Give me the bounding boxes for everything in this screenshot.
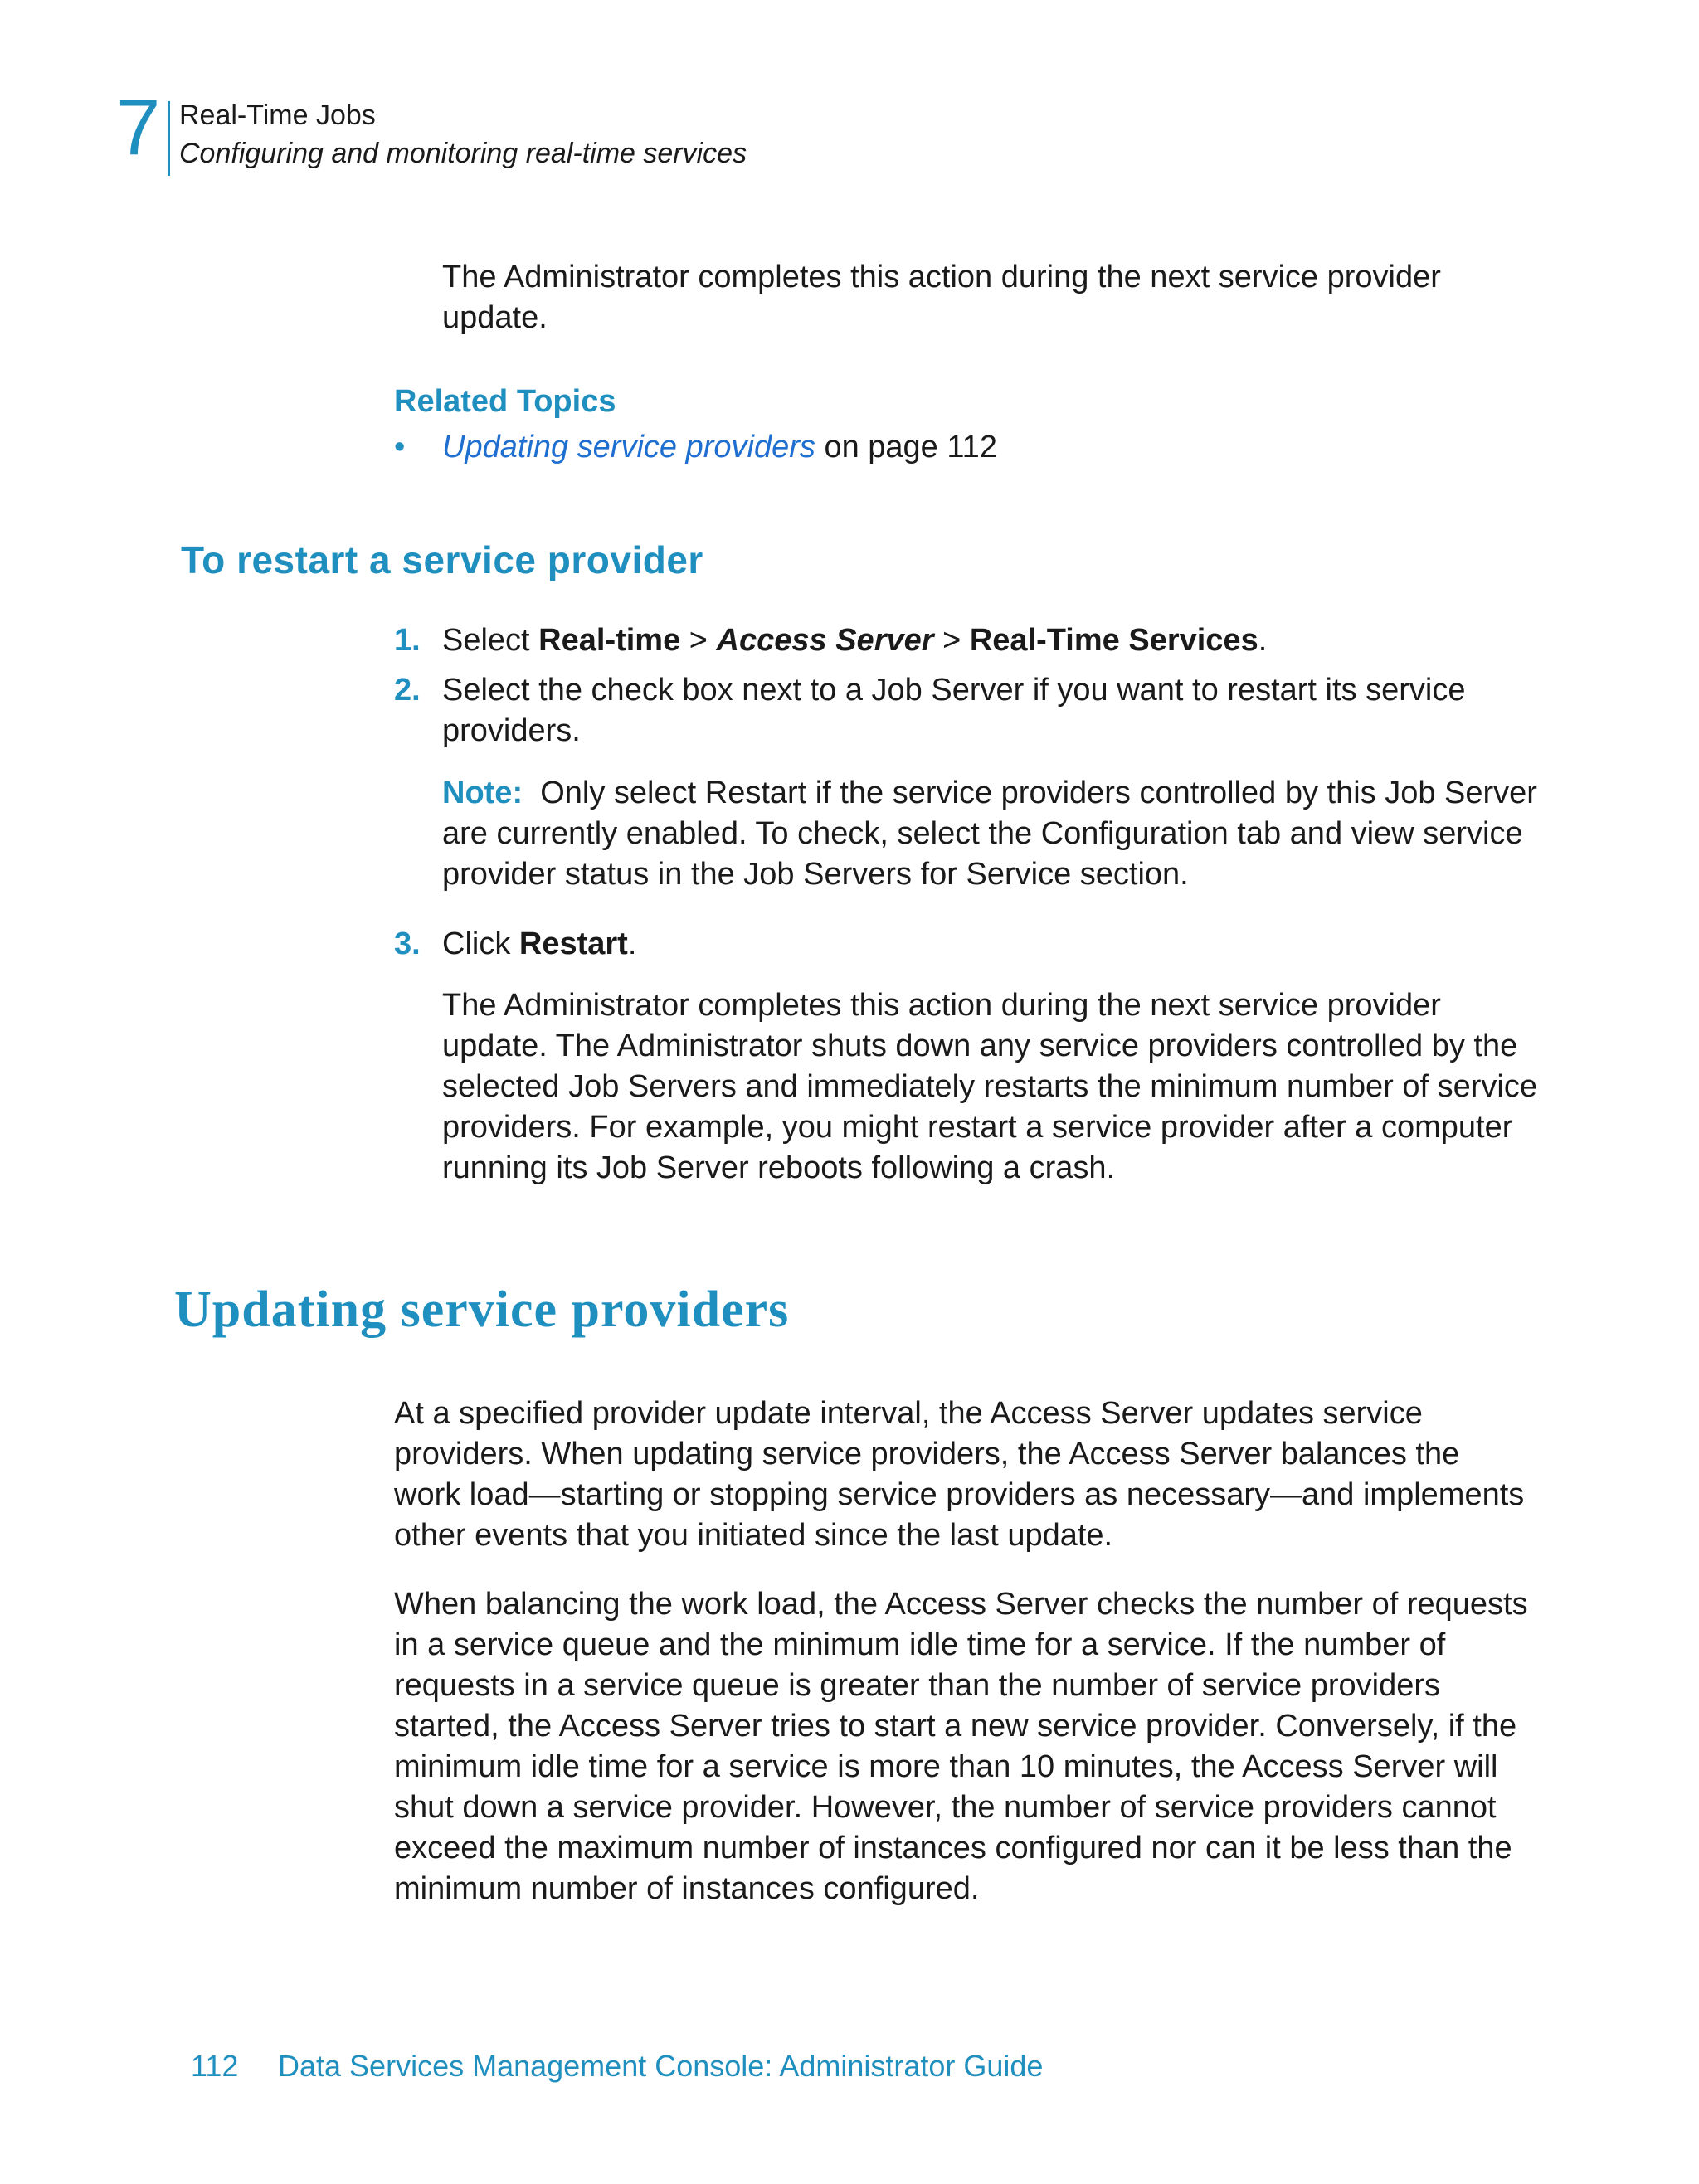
note-text: Only select Restart if the service providers controlled by this Job Server are currently enabled. To check, select the Configuration tab and view service provider status in the Job Servers for Service section. [442,776,1537,892]
restart-result-paragraph: The Administrator completes this action during the next service provider update. The Administrator shuts down any service providers controlled by the selected Job Servers and immediately restarts the minimum number of service providers. For example, you might restart a service provider after a computer running its Job Server reboots following a crash. [442,988,1537,1185]
updating-heading: Updating service providers [174,1282,790,1338]
book-title: Data Services Management Console: Administrator Guide [278,2049,1044,2083]
related-topics-title: Related Topics [394,384,616,419]
header-divider [168,101,170,176]
restart-heading: To restart a service provider [181,538,703,581]
related-topic-page-ref: on page 112 [815,430,997,465]
section-title: Configuring and monitoring real-time services [179,138,747,169]
related-topic-link[interactable]: Updating service providers [442,430,815,465]
updating-paragraph-1: At a specified provider update interval, the Access Server updates service providers. When updating service providers, the Access Server balances the work load—starting or stopping service providers as necessary—and implements other events that you initiated since the last update. [394,1396,1525,1553]
step-text: Select the check box next to a Job Server if you want to restart its service providers. [442,673,1466,748]
step-number: 1. [394,623,421,658]
menu-realtime-services: Real-Time Services [969,623,1258,658]
page-number: 112 [191,2049,239,2083]
header-text [179,96,747,173]
menu-realtime: Real-time [538,623,681,658]
bullet-icon: • [394,430,406,465]
step-suffix: . [1258,623,1268,658]
step-number: 3. [394,927,421,961]
menu-separator: > [933,623,970,658]
step-suffix: . [627,927,637,961]
menu-separator: > [680,623,717,658]
step-1 [394,620,1555,662]
step-text [442,924,1537,965]
updating-paragraph-2: When balancing the work load, the Access Server checks the number of requests in a service queue and the minimum idle time for a service. If the number of requests in a service queue is greater than the number of service providers started, the Access Server tries to start a new service provider. Conversely, if the minimum idle time for a service is more than 10 minutes, the Access Server will shut down a service provider. However, the number of service providers cannot exceed the maximum number of instances configured nor can it be less than the minimum number of instances configured. [394,1587,1528,1906]
chapter-number: 7 [116,83,161,172]
menu-access-server: Access Server [716,623,934,658]
note-label: Note: [442,776,523,810]
step-prefix: Select [442,623,539,658]
step-2 [394,670,1555,753]
step-3 [394,924,1555,966]
step-prefix: Click [442,927,519,961]
chapter-title: Real-Time Jobs [179,100,376,131]
page-footer [191,2047,1043,2085]
step-text [442,620,1537,661]
note [442,773,1537,895]
intro-paragraph: The Administrator completes this action during the next service provider update. [442,260,1441,335]
related-topic-item [394,427,997,467]
step-number: 2. [394,673,421,708]
restart-label: Restart [518,927,628,961]
